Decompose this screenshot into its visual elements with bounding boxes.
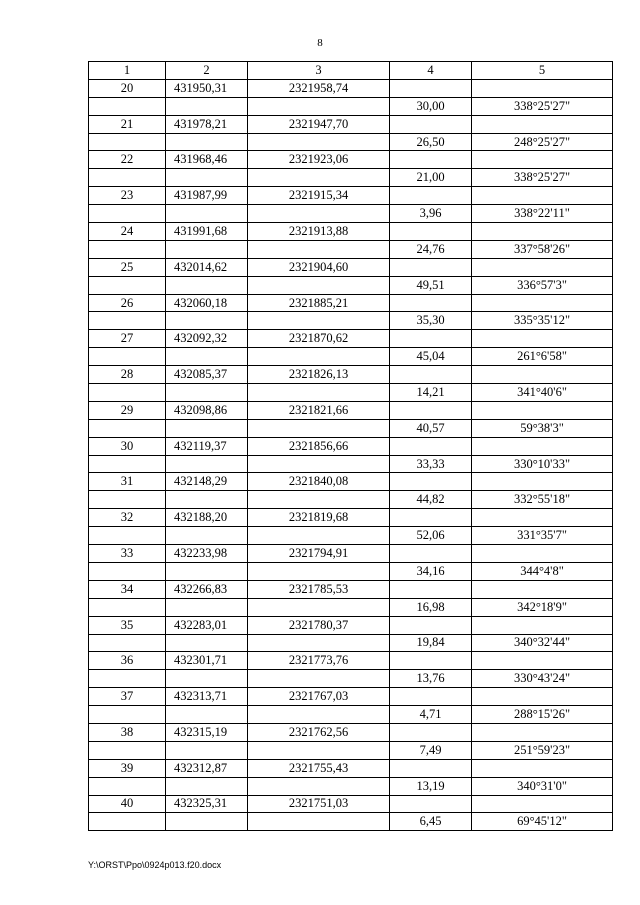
header-col-1: 1 <box>89 62 166 80</box>
empty-cell <box>166 491 248 509</box>
segment-length: 7,49 <box>390 741 472 759</box>
empty-cell <box>248 598 390 616</box>
segment-length: 13,76 <box>390 670 472 688</box>
segment-length: 35,30 <box>390 312 472 330</box>
empty-cell <box>248 312 390 330</box>
segment-length: 40,57 <box>390 419 472 437</box>
coordinate-x: 431950,31 <box>166 79 248 97</box>
table-row <box>89 276 613 294</box>
empty-cell <box>248 419 390 437</box>
empty-cell <box>390 151 472 169</box>
segment-bearing: 341°40'6" <box>472 384 613 402</box>
coordinate-x: 432148,29 <box>166 473 248 491</box>
table-row <box>89 384 613 402</box>
table-row <box>89 455 613 473</box>
table-row <box>89 598 613 616</box>
point-number: 34 <box>89 580 166 598</box>
empty-cell <box>472 545 613 563</box>
coordinate-y: 2321904,60 <box>248 258 390 276</box>
coordinate-y: 2321762,56 <box>248 723 390 741</box>
table-row <box>89 491 613 509</box>
segment-bearing: 332°55'18" <box>472 491 613 509</box>
empty-cell <box>166 348 248 366</box>
table-row <box>89 401 613 419</box>
empty-cell <box>89 706 166 724</box>
empty-cell <box>390 366 472 384</box>
point-number: 31 <box>89 473 166 491</box>
table-header-row <box>89 62 613 80</box>
coordinate-y: 2321794,91 <box>248 545 390 563</box>
table-row <box>89 652 613 670</box>
table-row <box>89 813 613 831</box>
empty-cell <box>472 580 613 598</box>
coordinate-x: 432301,71 <box>166 652 248 670</box>
table-row <box>89 330 613 348</box>
coordinate-y: 2321840,08 <box>248 473 390 491</box>
table-row <box>89 419 613 437</box>
segment-length: 44,82 <box>390 491 472 509</box>
empty-cell <box>472 473 613 491</box>
coordinate-y: 2321773,76 <box>248 652 390 670</box>
coordinate-x: 432014,62 <box>166 258 248 276</box>
empty-cell <box>166 419 248 437</box>
empty-cell <box>390 401 472 419</box>
segment-length: 52,06 <box>390 527 472 545</box>
empty-cell <box>472 795 613 813</box>
empty-cell <box>472 437 613 455</box>
empty-cell <box>89 133 166 151</box>
empty-cell <box>390 688 472 706</box>
empty-cell <box>248 348 390 366</box>
table-row <box>89 741 613 759</box>
empty-cell <box>89 240 166 258</box>
empty-cell <box>89 777 166 795</box>
empty-cell <box>166 240 248 258</box>
empty-cell <box>89 97 166 115</box>
segment-length: 4,71 <box>390 706 472 724</box>
empty-cell <box>166 169 248 187</box>
coordinate-y: 2321785,53 <box>248 580 390 598</box>
point-number: 27 <box>89 330 166 348</box>
coordinate-x: 432266,83 <box>166 580 248 598</box>
table-row <box>89 437 613 455</box>
empty-cell <box>166 706 248 724</box>
segment-bearing: 59°38'3" <box>472 419 613 437</box>
segment-bearing: 248°25'27" <box>472 133 613 151</box>
coordinate-x: 432315,19 <box>166 723 248 741</box>
segment-bearing: 288°15'26" <box>472 706 613 724</box>
segment-length: 26,50 <box>390 133 472 151</box>
point-number: 37 <box>89 688 166 706</box>
empty-cell <box>166 312 248 330</box>
segment-bearing: 331°35'7" <box>472 527 613 545</box>
coordinate-y: 2321856,66 <box>248 437 390 455</box>
empty-cell <box>248 455 390 473</box>
empty-cell <box>248 169 390 187</box>
empty-cell <box>248 384 390 402</box>
empty-cell <box>89 348 166 366</box>
segment-length: 16,98 <box>390 598 472 616</box>
segment-length: 33,33 <box>390 455 472 473</box>
empty-cell <box>89 598 166 616</box>
segment-bearing: 342°18'9" <box>472 598 613 616</box>
coordinate-y: 2321755,43 <box>248 759 390 777</box>
empty-cell <box>248 97 390 115</box>
empty-cell <box>390 115 472 133</box>
empty-cell <box>166 598 248 616</box>
empty-cell <box>390 437 472 455</box>
coordinate-x: 432233,98 <box>166 545 248 563</box>
table-row <box>89 312 613 330</box>
coordinate-y: 2321821,66 <box>248 401 390 419</box>
empty-cell <box>472 294 613 312</box>
empty-cell <box>166 276 248 294</box>
empty-cell <box>248 777 390 795</box>
segment-bearing: 336°57'3" <box>472 276 613 294</box>
empty-cell <box>166 813 248 831</box>
table-row <box>89 205 613 223</box>
table-row <box>89 759 613 777</box>
table-row <box>89 366 613 384</box>
empty-cell <box>390 795 472 813</box>
coordinate-y: 2321923,06 <box>248 151 390 169</box>
table-row <box>89 348 613 366</box>
empty-cell <box>472 187 613 205</box>
point-number: 40 <box>89 795 166 813</box>
empty-cell <box>472 151 613 169</box>
coordinate-x: 431991,68 <box>166 223 248 241</box>
table-body <box>89 79 613 830</box>
table-row <box>89 509 613 527</box>
point-number: 30 <box>89 437 166 455</box>
empty-cell <box>390 330 472 348</box>
table-row <box>89 258 613 276</box>
coordinate-x: 432098,86 <box>166 401 248 419</box>
coordinate-x: 432119,37 <box>166 437 248 455</box>
empty-cell <box>166 205 248 223</box>
empty-cell <box>89 741 166 759</box>
coordinate-y: 2321915,34 <box>248 187 390 205</box>
coordinate-x: 431987,99 <box>166 187 248 205</box>
table-row <box>89 723 613 741</box>
table-row <box>89 151 613 169</box>
table-row <box>89 133 613 151</box>
empty-cell <box>89 562 166 580</box>
empty-cell <box>89 527 166 545</box>
table-row <box>89 545 613 563</box>
coordinate-x: 431978,21 <box>166 115 248 133</box>
header-col-3: 3 <box>248 62 390 80</box>
segment-length: 6,45 <box>390 813 472 831</box>
point-number: 36 <box>89 652 166 670</box>
empty-cell <box>472 652 613 670</box>
table-row <box>89 706 613 724</box>
empty-cell <box>166 634 248 652</box>
empty-cell <box>390 759 472 777</box>
empty-cell <box>472 401 613 419</box>
empty-cell <box>472 79 613 97</box>
empty-cell <box>472 509 613 527</box>
empty-cell <box>472 723 613 741</box>
empty-cell <box>472 258 613 276</box>
table-row <box>89 562 613 580</box>
segment-bearing: 330°43'24" <box>472 670 613 688</box>
coordinates-table <box>88 61 613 831</box>
coordinate-y: 2321870,62 <box>248 330 390 348</box>
empty-cell <box>472 223 613 241</box>
point-number: 21 <box>89 115 166 133</box>
empty-cell <box>89 169 166 187</box>
coordinate-y: 2321751,03 <box>248 795 390 813</box>
segment-length: 30,00 <box>390 97 472 115</box>
empty-cell <box>89 276 166 294</box>
empty-cell <box>248 813 390 831</box>
empty-cell <box>248 527 390 545</box>
coordinate-y: 2321947,70 <box>248 115 390 133</box>
point-number: 38 <box>89 723 166 741</box>
segment-length: 49,51 <box>390 276 472 294</box>
coordinate-x: 432060,18 <box>166 294 248 312</box>
segment-length: 3,96 <box>390 205 472 223</box>
point-number: 20 <box>89 79 166 97</box>
empty-cell <box>390 580 472 598</box>
point-number: 33 <box>89 545 166 563</box>
segment-bearing: 69°45'12" <box>472 813 613 831</box>
coordinate-x: 432188,20 <box>166 509 248 527</box>
empty-cell <box>248 670 390 688</box>
table-row <box>89 473 613 491</box>
empty-cell <box>89 634 166 652</box>
table-row <box>89 187 613 205</box>
table-row <box>89 115 613 133</box>
empty-cell <box>390 187 472 205</box>
table-row <box>89 795 613 813</box>
point-number: 24 <box>89 223 166 241</box>
segment-bearing: 251°59'23" <box>472 741 613 759</box>
coordinate-x: 432312,87 <box>166 759 248 777</box>
coordinate-x: 432313,71 <box>166 688 248 706</box>
segment-length: 34,16 <box>390 562 472 580</box>
empty-cell <box>166 97 248 115</box>
table-row <box>89 294 613 312</box>
point-number: 32 <box>89 509 166 527</box>
table-row <box>89 97 613 115</box>
empty-cell <box>248 133 390 151</box>
empty-cell <box>248 741 390 759</box>
empty-cell <box>390 545 472 563</box>
empty-cell <box>166 133 248 151</box>
empty-cell <box>166 741 248 759</box>
empty-cell <box>166 527 248 545</box>
file-path-footer: Y:\ORST\Ppo\0924p013.f20.docx <box>88 860 222 870</box>
table-row <box>89 670 613 688</box>
segment-bearing: 340°32'44" <box>472 634 613 652</box>
segment-length: 24,76 <box>390 240 472 258</box>
segment-length: 14,21 <box>390 384 472 402</box>
table-row <box>89 79 613 97</box>
empty-cell <box>166 670 248 688</box>
empty-cell <box>390 652 472 670</box>
table-row <box>89 777 613 795</box>
segment-bearing: 337°58'26" <box>472 240 613 258</box>
point-number: 29 <box>89 401 166 419</box>
coordinate-x: 432325,31 <box>166 795 248 813</box>
segment-bearing: 261°6'58" <box>472 348 613 366</box>
segment-length: 13,19 <box>390 777 472 795</box>
empty-cell <box>248 562 390 580</box>
coordinate-x: 431968,46 <box>166 151 248 169</box>
coordinate-y: 2321826,13 <box>248 366 390 384</box>
empty-cell <box>472 616 613 634</box>
empty-cell <box>472 115 613 133</box>
coordinate-y: 2321885,21 <box>248 294 390 312</box>
point-number: 23 <box>89 187 166 205</box>
header-col-2: 2 <box>166 62 248 80</box>
point-number: 22 <box>89 151 166 169</box>
empty-cell <box>248 491 390 509</box>
segment-bearing: 338°22'11" <box>472 205 613 223</box>
header-col-5: 5 <box>472 62 613 80</box>
empty-cell <box>89 312 166 330</box>
empty-cell <box>166 777 248 795</box>
table-row <box>89 580 613 598</box>
table-row <box>89 527 613 545</box>
empty-cell <box>89 455 166 473</box>
empty-cell <box>390 723 472 741</box>
empty-cell <box>89 419 166 437</box>
point-number: 35 <box>89 616 166 634</box>
table-row <box>89 240 613 258</box>
table-row <box>89 616 613 634</box>
header-col-4: 4 <box>390 62 472 80</box>
point-number: 25 <box>89 258 166 276</box>
coordinate-y: 2321819,68 <box>248 509 390 527</box>
empty-cell <box>390 473 472 491</box>
empty-cell <box>390 258 472 276</box>
empty-cell <box>472 366 613 384</box>
coordinate-x: 432092,32 <box>166 330 248 348</box>
point-number: 28 <box>89 366 166 384</box>
table-row <box>89 634 613 652</box>
coordinate-x: 432283,01 <box>166 616 248 634</box>
empty-cell <box>166 455 248 473</box>
segment-bearing: 340°31'0" <box>472 777 613 795</box>
empty-cell <box>390 509 472 527</box>
empty-cell <box>390 294 472 312</box>
empty-cell <box>390 616 472 634</box>
empty-cell <box>390 79 472 97</box>
empty-cell <box>89 670 166 688</box>
point-number: 39 <box>89 759 166 777</box>
page-number: 8 <box>317 37 323 49</box>
empty-cell <box>89 205 166 223</box>
segment-length: 19,84 <box>390 634 472 652</box>
segment-bearing: 338°25'27" <box>472 97 613 115</box>
empty-cell <box>248 240 390 258</box>
empty-cell <box>472 759 613 777</box>
coordinate-y: 2321780,37 <box>248 616 390 634</box>
table-row <box>89 688 613 706</box>
segment-bearing: 335°35'12" <box>472 312 613 330</box>
coordinate-y: 2321958,74 <box>248 79 390 97</box>
empty-cell <box>166 562 248 580</box>
empty-cell <box>248 205 390 223</box>
segment-bearing: 344°4'8" <box>472 562 613 580</box>
empty-cell <box>166 384 248 402</box>
coordinate-y: 2321767,03 <box>248 688 390 706</box>
table-row <box>89 223 613 241</box>
empty-cell <box>472 688 613 706</box>
coordinate-y: 2321913,88 <box>248 223 390 241</box>
segment-bearing: 330°10'33" <box>472 455 613 473</box>
empty-cell <box>89 491 166 509</box>
empty-cell <box>390 223 472 241</box>
empty-cell <box>248 706 390 724</box>
empty-cell <box>248 634 390 652</box>
segment-length: 45,04 <box>390 348 472 366</box>
empty-cell <box>248 276 390 294</box>
empty-cell <box>89 813 166 831</box>
segment-length: 21,00 <box>390 169 472 187</box>
table-row <box>89 169 613 187</box>
empty-cell <box>472 330 613 348</box>
point-number: 26 <box>89 294 166 312</box>
segment-bearing: 338°25'27" <box>472 169 613 187</box>
coordinate-x: 432085,37 <box>166 366 248 384</box>
empty-cell <box>89 384 166 402</box>
